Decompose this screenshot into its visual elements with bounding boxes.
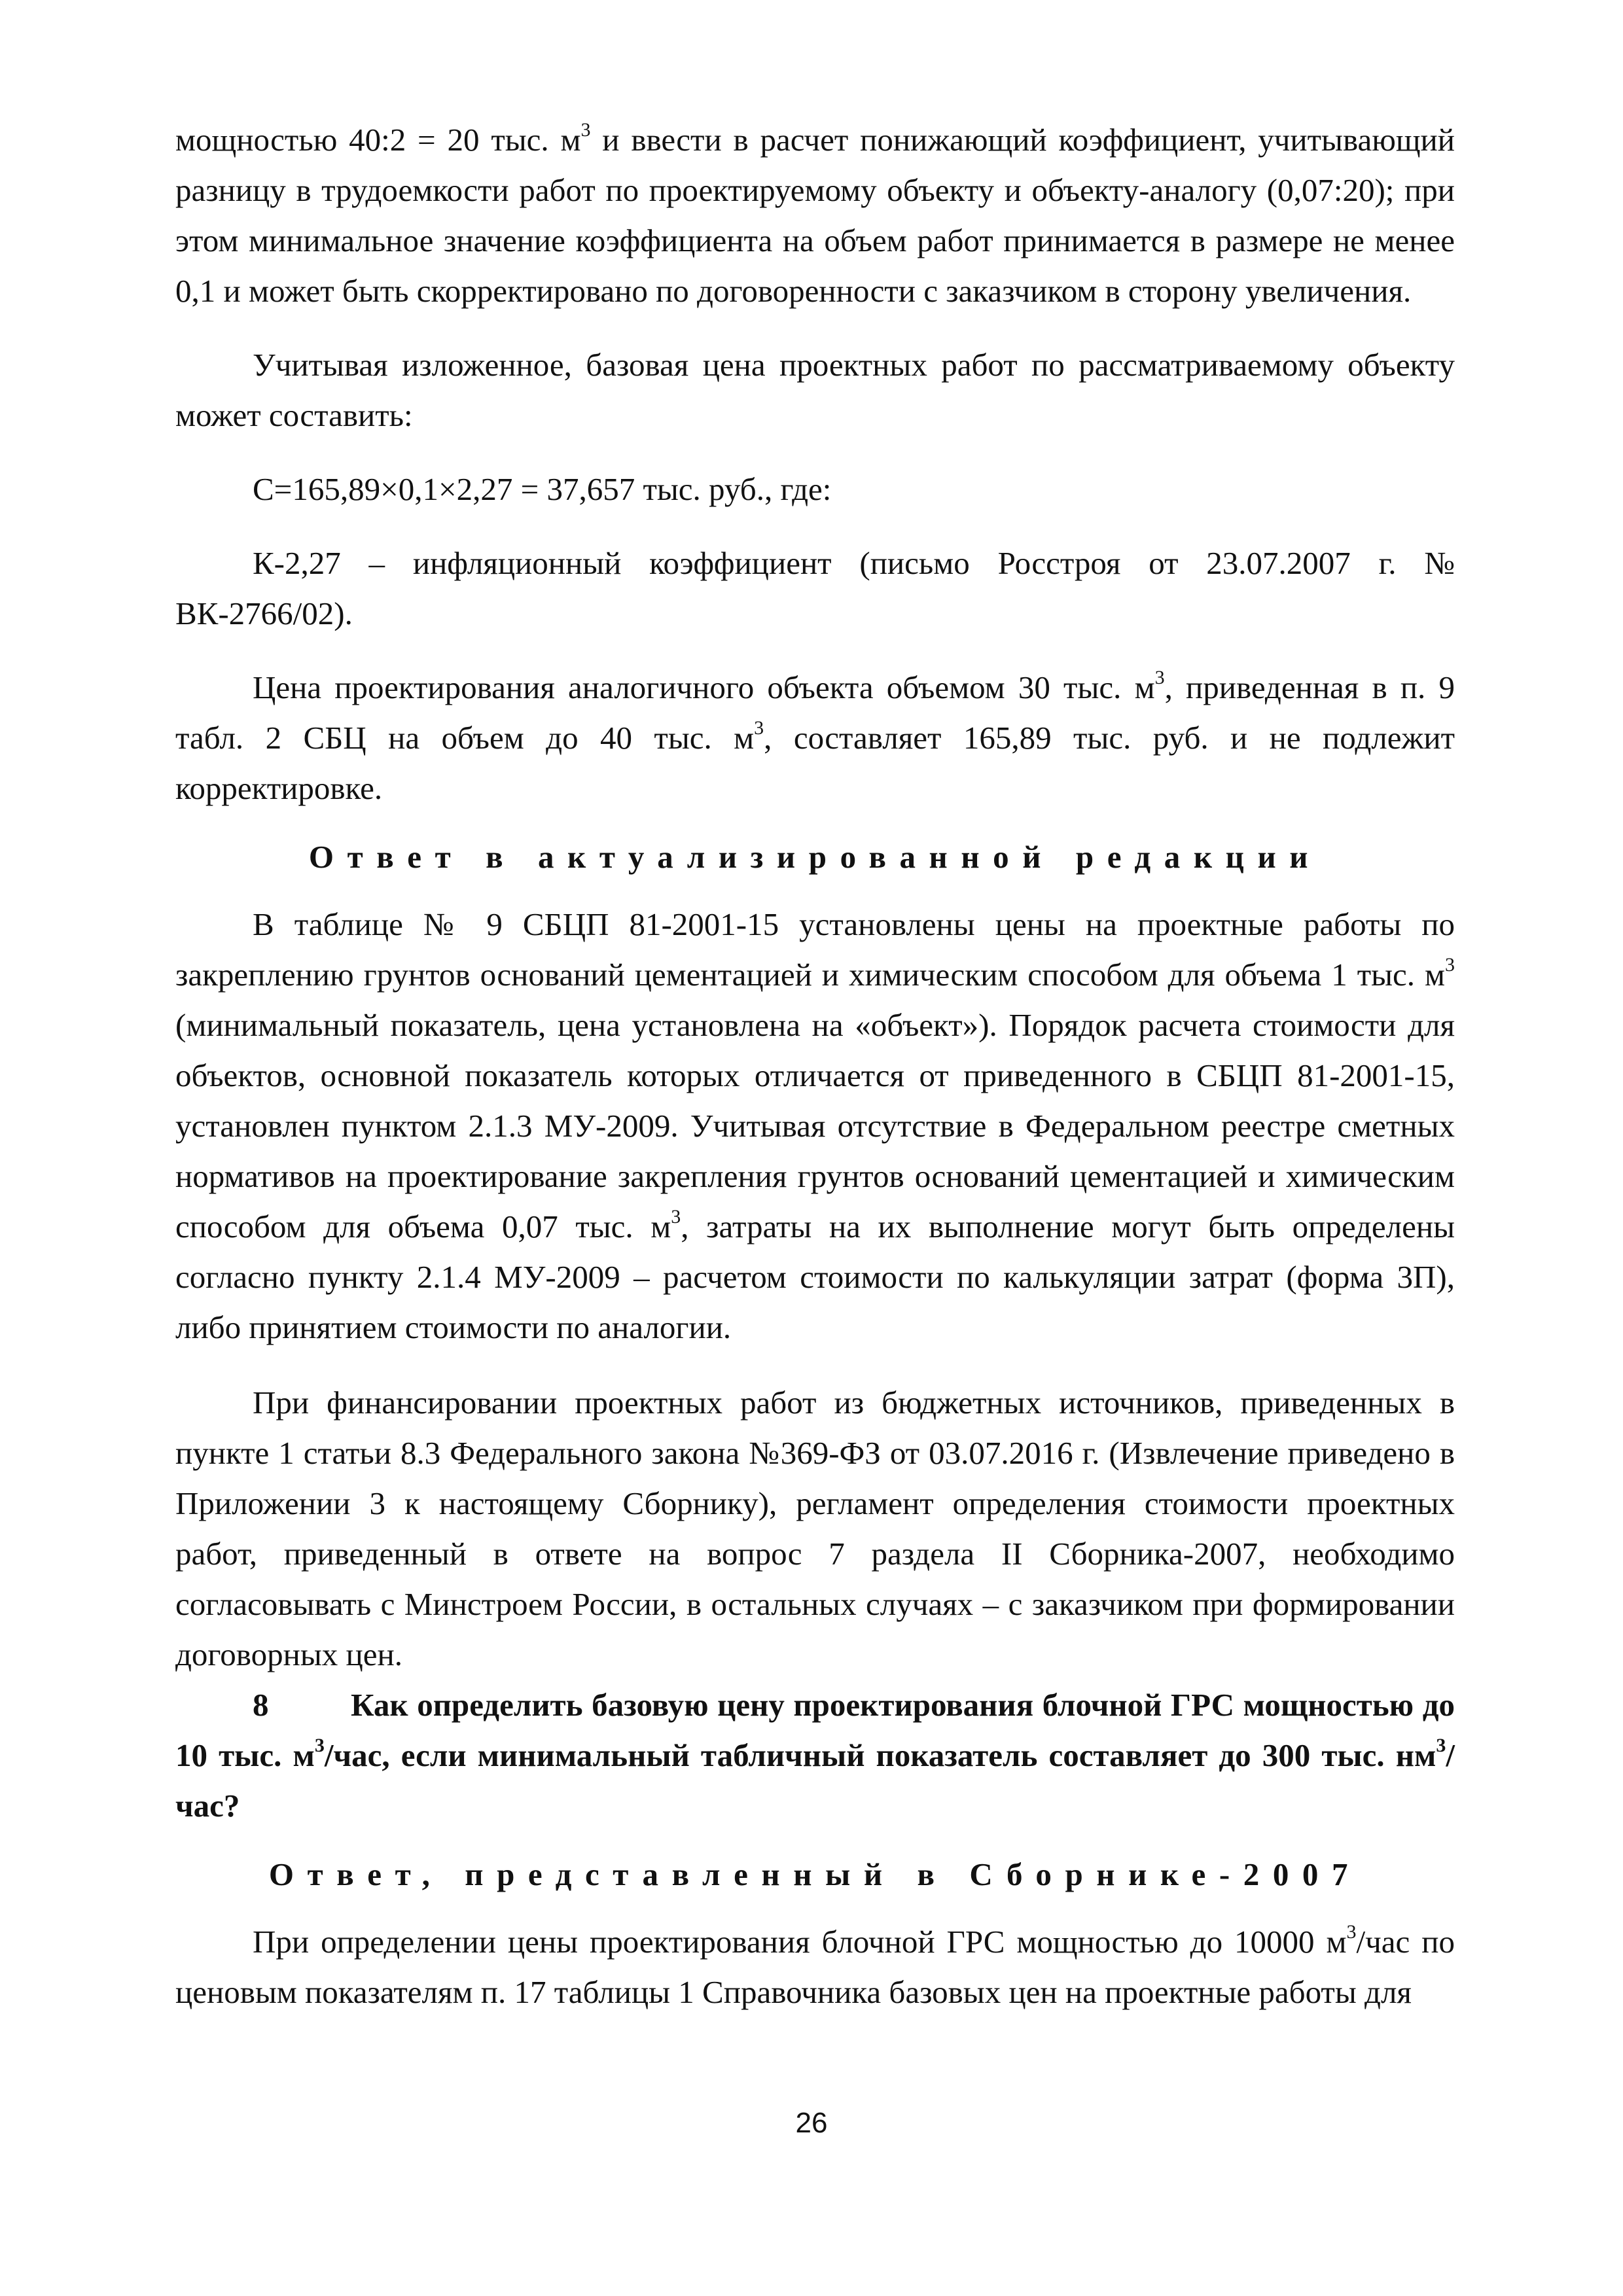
text-run: (минимальный показатель, цена установлена на «объект»). Порядок расчета стоимости для объектов, основной показатель которых отличается от приведенного в СБЦП 81-2001-15, установлен пунктом 2.1.3 МУ-2009. Учитывая отсутствие в Федеральном реестре сметных нормативов на проектирование закрепления грунтов оснований цементацией и химическим способом для объема 0,07 тыс. м xyxy=(175,1007,1455,1245)
question-number: 8 xyxy=(253,1687,269,1723)
text-run: Цена проектирования аналогичного объекта объемом 30 тыс. м xyxy=(253,669,1155,705)
superscript: 3 xyxy=(754,717,764,739)
section-heading-updated-answer: Ответ в актуализированной редакции xyxy=(308,839,1322,875)
text-run: мощностью 40:2 = 20 тыс. м xyxy=(175,122,581,158)
superscript: 3 xyxy=(671,1206,681,1227)
text-run: /час по ценовым показателям п. 17 таблицы 1 Справочника базовых цен на проектные работы для xyxy=(175,1924,1455,2010)
superscript: 3 xyxy=(314,1735,325,1756)
text-run: , приведенная в п. 9 табл. 2 СБЦ на объем до 40 тыс. м xyxy=(175,669,1455,756)
question-8 xyxy=(175,1680,1455,1831)
superscript: 3 xyxy=(1346,1921,1357,1943)
text-run: , затраты на их выполнение могут быть определены согласно пункту 2.1.4 МУ-2009 – расчетом стоимости по калькуляции затрат (форма 3П), либо принятием стоимости по аналогии. xyxy=(175,1209,1455,1345)
paragraph-inflation-coefficient: К-2,27 – инфляционный коэффициент (письмо Росстроя от 23.07.2007 г. № ВК-2766/02). xyxy=(175,545,1455,631)
page-number: 26 xyxy=(795,2107,828,2139)
paragraph-continuation xyxy=(175,115,1455,316)
paragraph-table-9 xyxy=(175,899,1455,1352)
superscript: 3 xyxy=(1154,667,1165,688)
paragraph-budget-financing: При финансировании проектных работ из бюджетных источников, приведенных в пункте 1 статьи 8.3 Федерального закона №369-ФЗ от 03.07.2016 г. (Извлечение приведено в Приложении 3 к настоящему Сборнику), регламент определения стоимости проектных работ, приведенный в ответе на вопрос 7 раздела II Сборника-2007, необходимо согласовывать с Минстроем России, в остальных случаях – с заказчиком при формировании договорных цен. xyxy=(175,1385,1455,1672)
paragraph-analog-price xyxy=(175,662,1455,813)
paragraph-base-price: Учитывая изложенное, базовая цена проектных работ по рассматриваемому объекту может составить: xyxy=(175,347,1455,433)
superscript: 3 xyxy=(1445,954,1455,976)
text-run: /час, если минимальный табличный показатель составляет до 300 тыс. нм xyxy=(324,1737,1436,1773)
page-body xyxy=(175,115,1455,2017)
paragraph-grs-price xyxy=(175,1916,1455,2017)
superscript: 3 xyxy=(580,119,591,141)
text-run: В таблице № 9 СБЦП 81-2001-15 установлены цены на проектные работы по закреплению грунтов оснований цементацией и химическим способом для объема 1 тыс. м xyxy=(175,906,1455,993)
paragraph-formula: С=165,89×0,1×2,27 = 37,657 тыс. руб., где: xyxy=(253,471,832,507)
text-run: /час? xyxy=(175,1737,1455,1824)
section-heading-collection-answer: Ответ, представленный в Сборнике-2007 xyxy=(268,1856,1362,1892)
text-run: , составляет 165,89 тыс. руб. и не подлежит корректировке. xyxy=(175,720,1455,806)
text-run: и ввести в расчет понижающий коэффициент, учитывающий разницу в трудоемкости работ по проектируемому объекту и объекту-аналогу (0,07:20); при этом минимальное значение коэффициента на объем работ принимается в размере не менее 0,1 и может быть скорректировано по договоренности с заказчиком в сторону увеличения. xyxy=(175,122,1455,309)
superscript: 3 xyxy=(1436,1735,1446,1756)
text-run: При определении цены проектирования блочной ГРС мощностью до 10000 м xyxy=(253,1924,1347,1960)
text-run: Как определить базовую цену проектирования блочной ГРС мощностью до 10 тыс. м xyxy=(175,1687,1455,1773)
